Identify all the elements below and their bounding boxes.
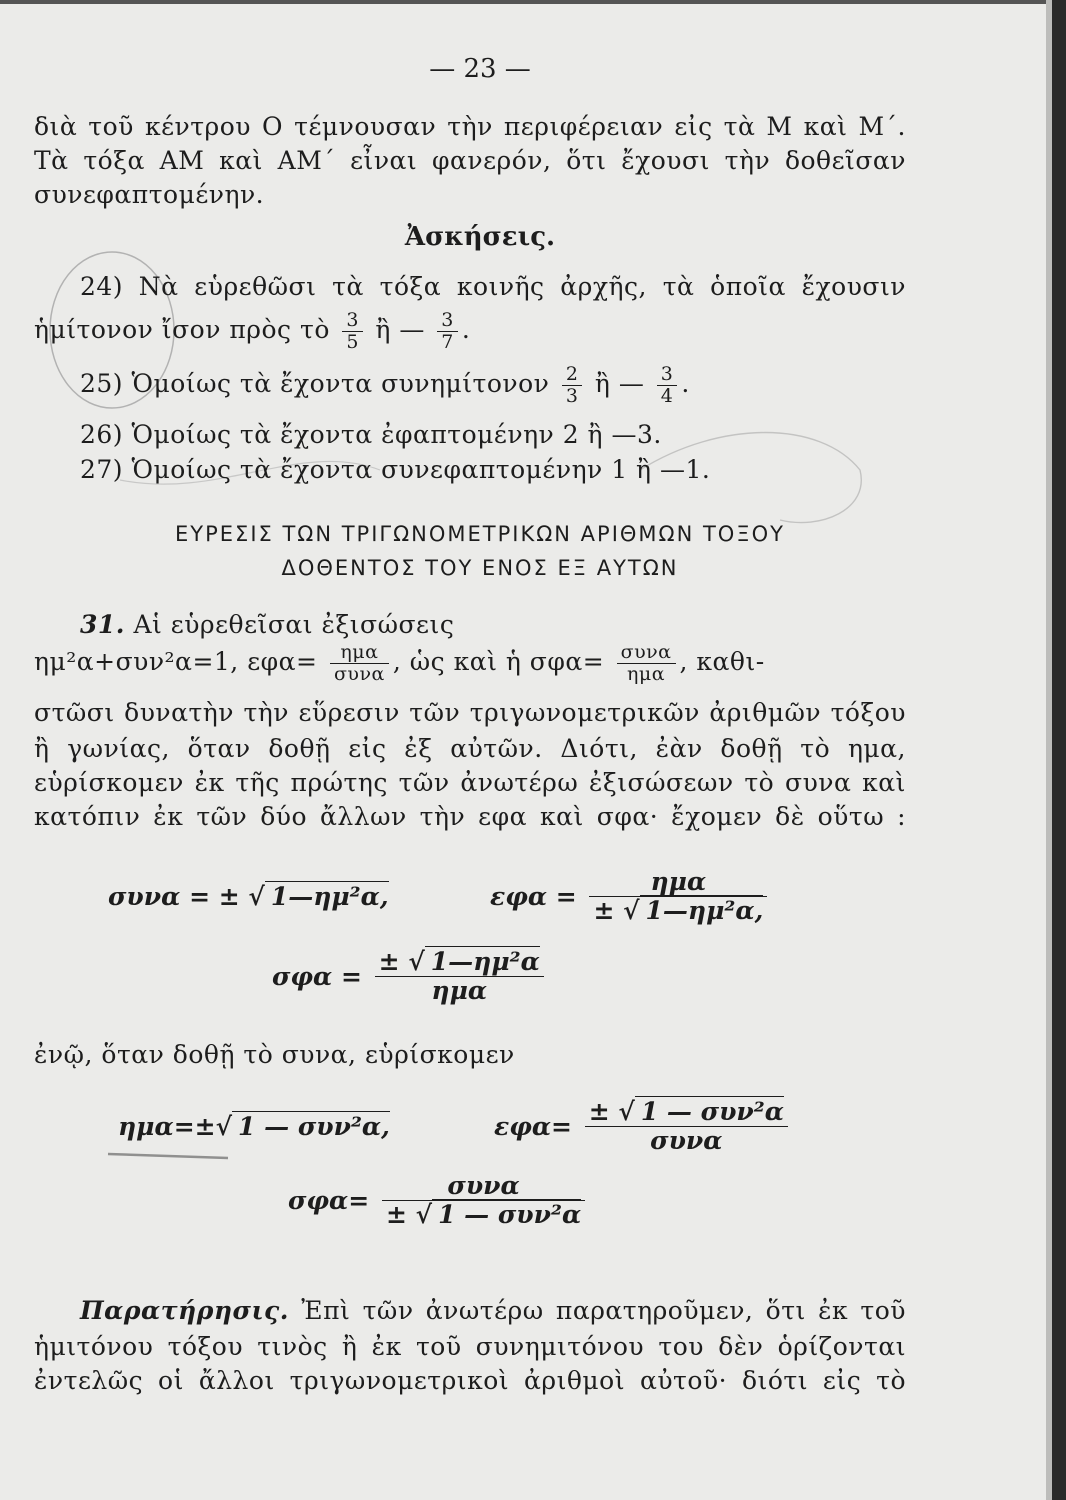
fraction-denominator: 3 [565,384,579,407]
section-title-line-1: ΕΥΡΕΣΙΣ ΤΩΝ ΤΡΙΓΩΝΟΜΕΤΡΙΚΩΝ ΑΡΙΘΜΩΝ ΤΟΞΟΥ [175,522,785,546]
paragraph-31-text: Αἱ εὑρεθεῖσαι ἐξισώσεις [133,610,455,639]
fraction-numerator [585,1098,788,1127]
paragraph-31-line-5: εὑρίσκομεν ἐκ τῆς πρώτης τῶν ἀνωτέρω ἐξισώσεων τὸ συνα καὶ [34,768,906,797]
remark-line-3: ἐντελῶς οἱ ἄλλοι τριγωνομετρικοὶ ἀριθμοὶ αὐτοῦ· διότι εἰς τὸ [34,1366,906,1395]
paragraph-31-equations [34,642,765,685]
plus-minus-root: ± √ [378,947,425,976]
formula-lhs: ημα=±√ [118,1112,233,1141]
formula-sin-from-cos [118,1112,390,1141]
exercise-24-line-1: 24) Νὰ εὑρεθῶσι τὰ τόξα κοινῆς ἀρχῆς, τὰ ὁποῖα ἔχουσιν [80,272,906,301]
exercise-24-line-2: ἡμίτονον ἴσον πρὸς τὸ $\frac{3}{5}$ ἢ — $\frac{3}{7}$ . [34,309,471,353]
radicand: 1 — συν²α [635,1096,784,1126]
intro-line-3: συνεφαπτομένην. [34,180,265,209]
equation-mid: , ὡς καὶ ἡ σφα= [392,646,605,676]
fraction-numerator: 3 [437,310,458,332]
plus-minus-root: ± √ [593,895,640,925]
formula-lhs: σφα = [272,961,362,991]
intro-line-1: διὰ τοῦ κέντρου Ο τέμνουσαν τὴν περιφέρειαν εἰς τὰ Μ καὶ Μ΄. [34,112,906,141]
fraction [382,1172,585,1228]
exercise-25-text: 25) Ὁμοίως τὰ ἔχοντα συνημίτονον [80,368,550,398]
formula-lhs: σφα= [288,1185,370,1215]
exercise-25-or: ἢ — [594,368,645,398]
fraction-numerator: 3 [342,310,363,332]
formula-lhs: εφα = [490,881,577,911]
formula-cot-from-sin [272,948,548,1004]
exercise-26: 26) Ὁμοίως τὰ ἔχοντα ἐφαπτομένην 2 ἢ —3. [80,420,662,449]
remark-line-2: ἡμιτόνου τόξου τινὸς ἢ ἐκ τοῦ συνημιτόνου του δὲν ὁρίζονται [34,1332,906,1361]
fraction [330,642,389,685]
fraction [585,1098,788,1154]
fraction-denominator: συνα [650,1125,723,1155]
remark-title: Παρατήρησις. [80,1296,289,1325]
paragraph-31-line-4: ἢ γωνίας, ὅταν δοθῇ εἰς ἐξ αὐτῶν. Διότι, ἐὰν δοθῇ τὸ ημα, [34,734,906,763]
formula-lhs: εφα= [494,1111,573,1141]
fraction [375,948,544,1004]
fraction-denominator: συνα [333,662,385,685]
exercises-heading: Ἀσκήσεις. [404,222,556,252]
radicand: 1—ημ²α [425,946,540,976]
radicand: 1—ημ²α, [265,881,389,911]
exercise-24-or: ἢ — [375,314,425,344]
formula-cot-from-cos [288,1172,589,1228]
fraction-numerator: 2 [562,364,583,386]
plus-minus-root: ± √ [385,1199,433,1229]
formula-tan-from-cos [494,1098,792,1154]
exercise-27: 27) Ὁμοίως τὰ ἔχοντα συνεφαπτομένην 1 ἢ —1. [80,455,711,484]
fraction-numerator: συνα [382,1172,585,1201]
fraction [657,364,678,407]
fraction-numerator [375,948,544,977]
paragraph-31-line-6: κατόπιν ἐκ τῶν δύο ἄλλων τὴν εφα καὶ σφα· ἔχομεν δὲ οὕτω : [34,802,906,831]
intro-line-2: Τὰ τόξα ΑΜ καὶ ΑΜ΄ εἶναι φανερόν, ὅτι ἔχουσι τὴν δοθεῖσαν [34,146,906,175]
equation-end: , καθι- [679,646,765,676]
fraction [437,310,458,353]
radicand: 1 — συν²α, [232,1111,390,1141]
page-number: — 23 — [429,54,531,84]
fraction [589,868,767,924]
fraction-denominator: 7 [441,330,454,353]
fraction-denominator: ημα [627,662,666,685]
fraction-denominator: ημα [431,975,488,1005]
fraction [562,364,583,407]
fraction-numerator: συνα [617,642,676,664]
remark-text: Ἐπὶ τῶν ἀνωτέρω παρατηροῦμεν, ὅτι ἐκ τοῦ [301,1296,907,1325]
formula-tan-from-sin [490,868,771,924]
transition-line: ἐνῷ, ὅταν δοθῇ τὸ συνα, εὑρίσκομεν [34,1040,515,1069]
exercise-24-text: ἡμίτονον ἴσον πρὸς τὸ [34,314,330,344]
paragraph-31-line-3: στῶσι δυνατὴν τὴν εὕρεσιν τῶν τριγωνομετρικῶν ἀριθμῶν τόξου [34,698,906,727]
fraction-denominator [382,1201,585,1229]
fraction-denominator: 4 [660,384,674,407]
equation-start: ημ²α+συν²α=1, εφα= [34,646,318,676]
fraction [617,642,676,685]
formula-cos-from-sin [108,882,389,911]
fraction-numerator: ημα [589,868,767,897]
fraction [342,310,363,353]
plus-minus-root: ± √ [588,1097,635,1126]
radicand: 1 — συν²α [432,1199,581,1229]
section-title-line-2: ΔΟΘΕΝΤΟΣ ΤΟΥ ΕΝΟΣ ΕΞ ΑΥΤΩΝ [281,556,679,580]
radicand: 1—ημ²α, [640,895,764,925]
paragraph-number: 31. [80,610,125,639]
page-top-edge [0,0,1066,4]
formula-lhs: συνα = ± √ [108,882,265,911]
exercise-25: 25) Ὁμοίως τὰ ἔχοντα συνημίτονον $\frac{2}{3}$ ἢ — $\frac{3}{4}$ . [80,363,690,407]
page-right-edge [1052,0,1066,1500]
remark-line-1 [80,1296,906,1325]
fraction-numerator: ημα [330,642,389,664]
fraction-denominator [589,897,767,925]
paragraph-31-line-1 [80,610,454,639]
fraction-numerator: 3 [657,364,678,386]
fraction-denominator: 5 [346,330,359,353]
